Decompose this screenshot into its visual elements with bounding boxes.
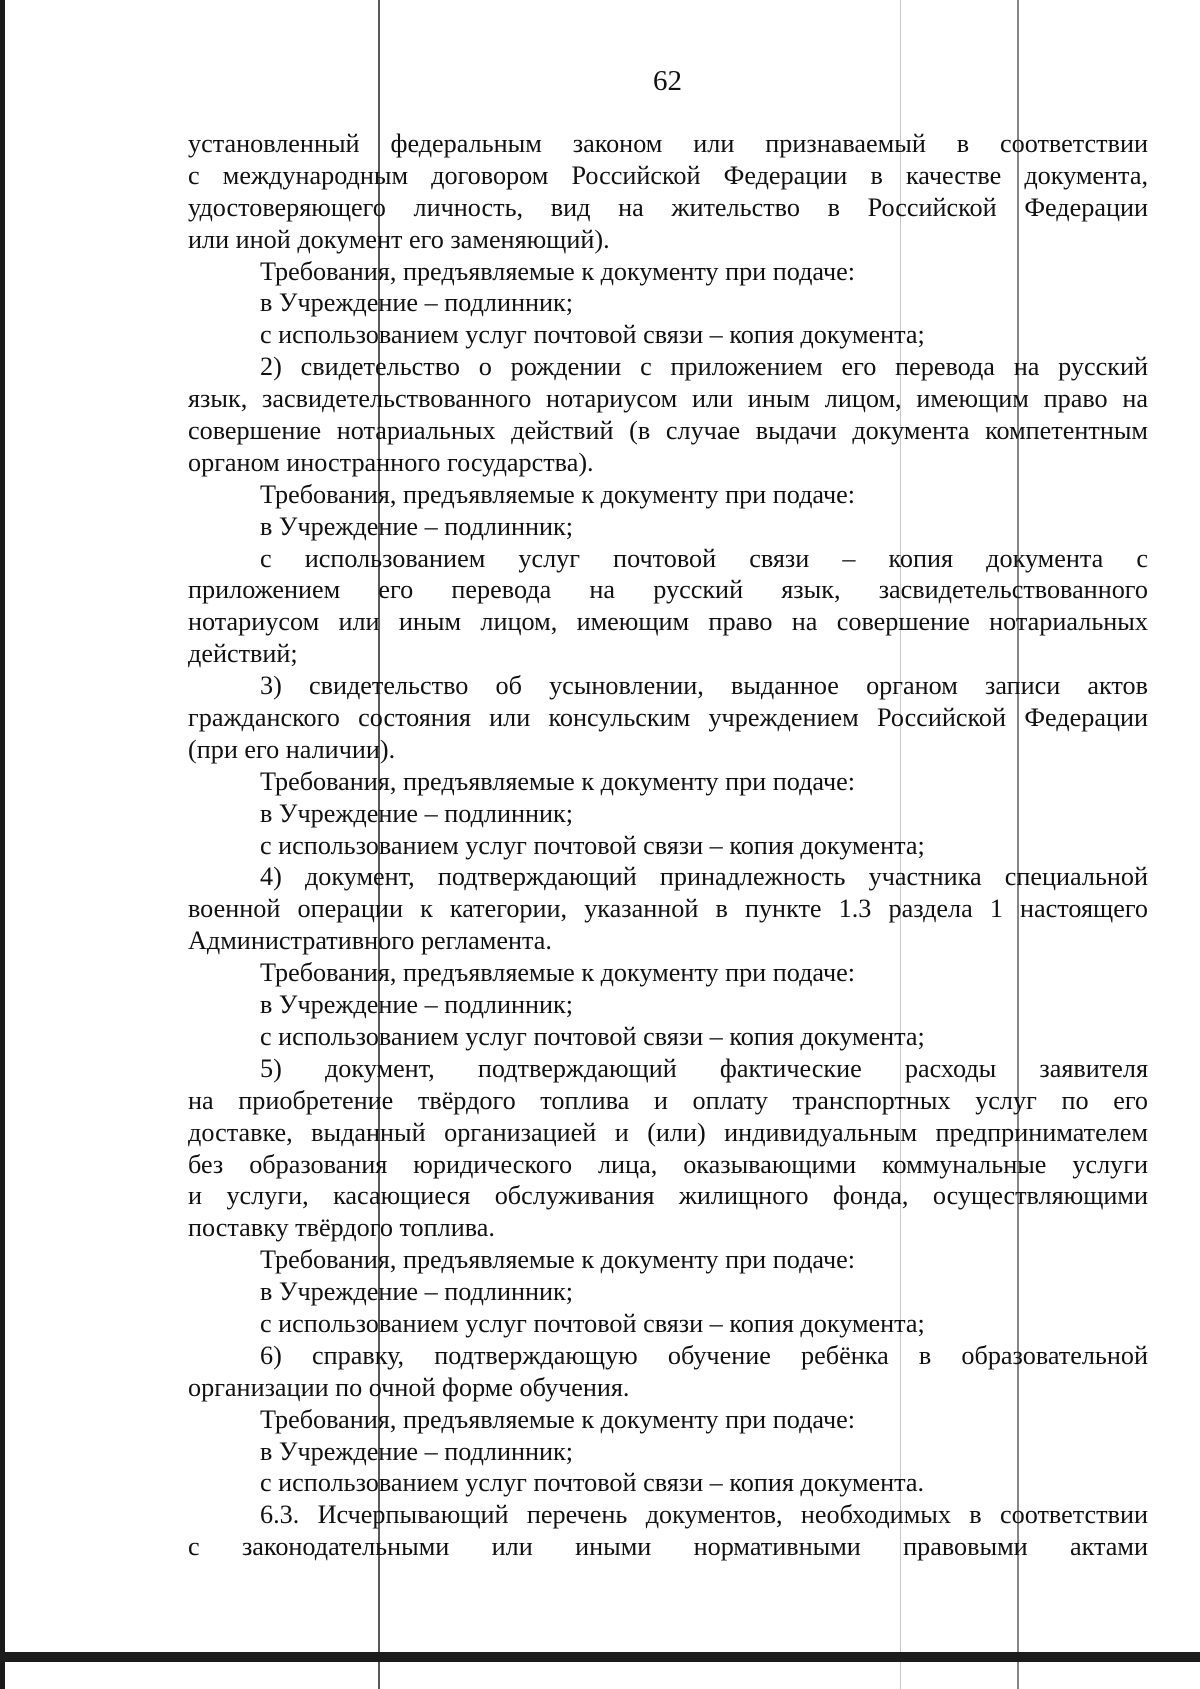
text-line: нотариусом или иным лицом, имеющим право на совершение нотариальных (188, 607, 1148, 637)
text-line: приложением его перевода на русский язык, засвидетельствованного (188, 575, 1148, 605)
text-line: 2) свидетельство о рождении с приложением его перевода на русский (260, 352, 1148, 382)
text-line: 6.3. Исчерпывающий перечень документов, необходимых в соответствии (260, 1500, 1148, 1530)
text-line: военной операции к категории, указанной в пункте 1.3 раздела 1 настоящего (188, 894, 1148, 924)
text-line: с использованием услуг почтовой связи – копия документа; (260, 1308, 925, 1338)
text-line: в Учреждение – подлинник; (260, 798, 574, 828)
text-line: совершение нотариальных действий (в случае выдачи документа компетентным (188, 416, 1148, 446)
text-line: в Учреждение – подлинник; (260, 1436, 574, 1466)
text-line: гражданского состояния или консульским учреждением Российской Федерации (188, 703, 1148, 733)
text-line: 5) документ, подтверждающий фактические расходы заявителя (260, 1053, 1148, 1083)
document-body (188, 128, 1148, 1563)
text-line: и услуги, касающиеся обслуживания жилищного фонда, осуществляющими (188, 1181, 1148, 1211)
text-line: с использованием услуг почтовой связи – копия документа. (260, 1468, 925, 1498)
text-line: в Учреждение – подлинник; (260, 511, 574, 541)
text-line: поставку твёрдого топлива. (188, 1213, 495, 1243)
text-line: установленный федеральным законом или признаваемый в соответствии (188, 129, 1148, 158)
text-line: 6) справку, подтверждающую обучение ребёнка в образовательной (260, 1340, 1148, 1370)
text-line: Требования, предъявляемые к документу при подаче: (260, 479, 856, 509)
text-line: Требования, предъявляемые к документу при подаче: (260, 766, 856, 796)
scan-bottom-band (0, 1652, 1200, 1662)
text-line: Требования, предъявляемые к документу при подаче: (260, 1245, 856, 1275)
scan-edge (0, 0, 5, 1689)
text-line: или иной документ его заменяющий). (188, 224, 610, 254)
text-line: действий; (188, 639, 298, 669)
text-line: Административного регламента. (188, 926, 552, 956)
text-line: в Учреждение – подлинник; (260, 1277, 574, 1307)
text-line: на приобретение твёрдого топлива и оплату транспортных услуг по его (188, 1085, 1148, 1115)
text-line: организации по очной форме обучения. (188, 1372, 630, 1402)
text-line: язык, засвидетельствованного нотариусом или иным лицом, имеющим право на (188, 384, 1148, 414)
text-line: с законодательными или иными нормативными правовыми актами (188, 1532, 1148, 1562)
text-line: в Учреждение – подлинник; (260, 990, 574, 1020)
text-line: в Учреждение – подлинник; (260, 288, 574, 318)
text-line: 3) свидетельство об усыновлении, выданное органом записи актов (260, 671, 1148, 701)
page-number: 62 (653, 65, 682, 97)
text-line: 4) документ, подтверждающий принадлежность участника специальной (260, 862, 1148, 892)
text-line: органом иностранного государства). (188, 447, 594, 477)
text-line: удостоверяющего личность, вид на жительство в Российской Федерации (188, 192, 1148, 222)
text-line: с международным договором Российской Федерации в качестве документа, (188, 160, 1148, 190)
text-line: с использованием услуг почтовой связи – копия документа; (260, 830, 925, 860)
text-line: (при его наличии). (188, 734, 396, 764)
text-line: Требования, предъявляемые к документу при подаче: (260, 1404, 856, 1434)
text-line: с использованием услуг почтовой связи – копия документа с (260, 543, 1148, 573)
text-line: с использованием услуг почтовой связи – копия документа; (260, 320, 925, 350)
text-line: Требования, предъявляемые к документу при подаче: (260, 958, 856, 988)
text-line: без образования юридического лица, оказывающими коммунальные услуги (188, 1149, 1148, 1179)
text-line: доставке, выданный организацией и (или) индивидуальным предпринимателем (188, 1117, 1148, 1147)
text-line: с использованием услуг почтовой связи – копия документа; (260, 1021, 925, 1051)
text-line: Требования, предъявляемые к документу при подаче: (260, 256, 856, 286)
